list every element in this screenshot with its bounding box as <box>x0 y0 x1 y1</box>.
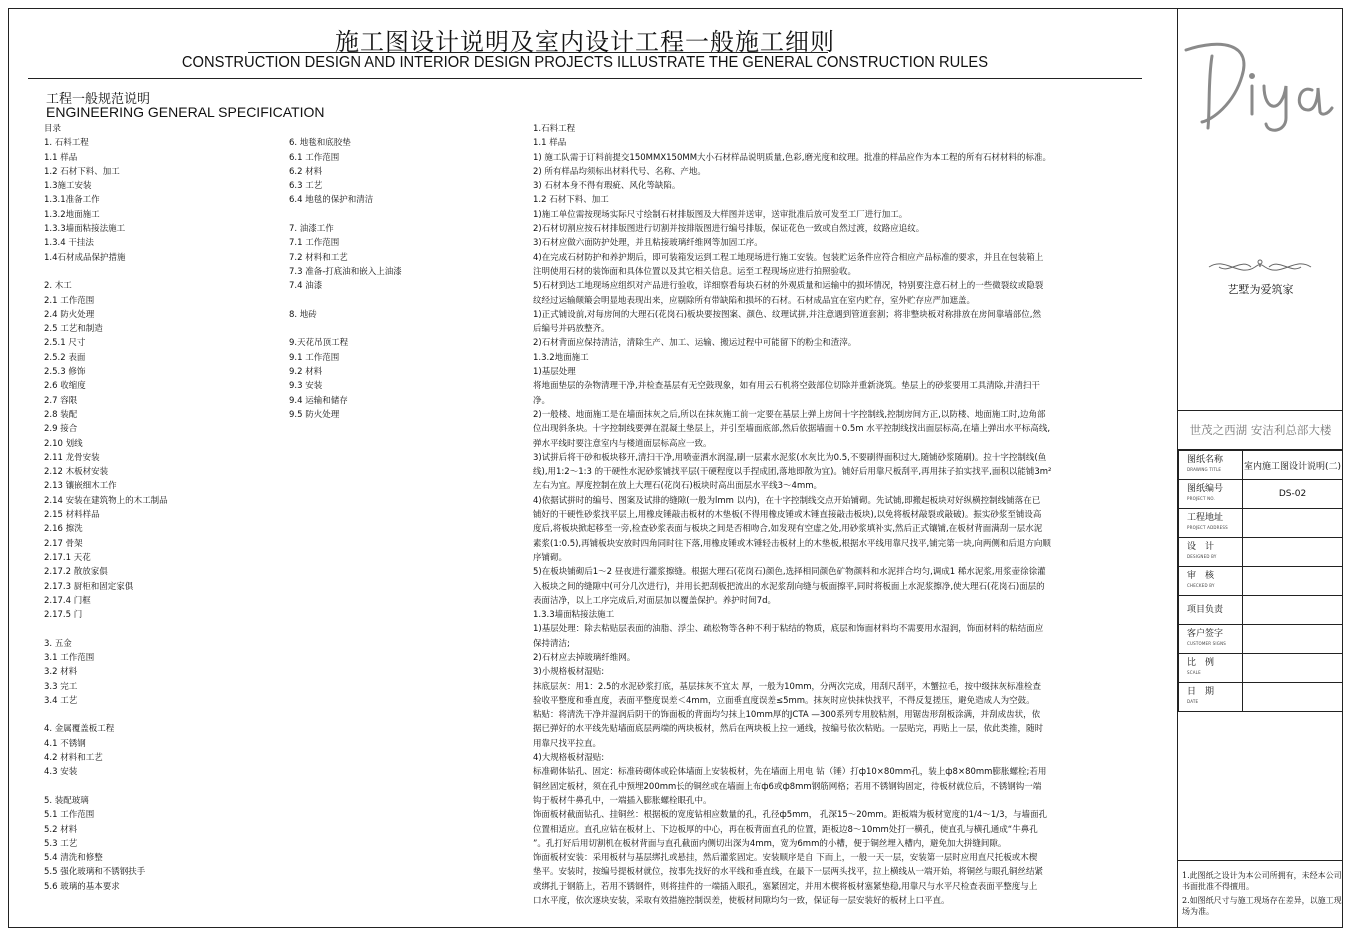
toc-item: 2.16 擦洗 <box>44 524 83 535</box>
spec-line: 抹底层灰：用1：2.5的水泥砂浆打底，基层抹灰不宜太 厚，一般为10mm，分两次完成，用刮尺刮平，木蟹拉毛，按中级抹灰标准检查 <box>533 681 1042 692</box>
spec-line: 保持清洁; <box>533 638 570 649</box>
note-item: 1.此图纸之设计为本公司所拥有，未经本公司书面批准不得擅用。 <box>1182 871 1342 891</box>
note-item: 2.如图纸尺寸与施工现场存在差异，以施工现场为准。 <box>1182 896 1342 916</box>
toc-item: 7.1 工作范围 <box>289 238 340 249</box>
toc-item: 7.2 材料和工艺 <box>289 252 348 263</box>
toc-item: 1.4石材成品保护措施 <box>44 252 126 263</box>
toc-item: 5.5 强化玻璃和不锈钢扶手 <box>44 867 146 878</box>
toc-item: 目录 <box>44 124 62 134</box>
field-label: 日 期 DATE <box>1179 683 1243 712</box>
notes-divider <box>1178 860 1343 861</box>
spec-line: 3) 石材本身不得有瑕疵、风化等缺陷。 <box>533 181 681 192</box>
spec-line: 后编号并码放整齐。 <box>533 324 610 335</box>
spec-line: 位出现斜条块。十字控制线要弹在混凝土垫层上，并引至墙面底部,然后依据墙面＋0.5m 水平控制线找出面层标高,在墙上弹出水平标高线, <box>533 424 1051 435</box>
toc-item: 2.13 镶嵌细木工作 <box>44 481 117 492</box>
toc-item: 4.3 安装 <box>44 767 78 778</box>
field-value <box>1243 625 1343 654</box>
toc-item: 9.5 防火处理 <box>289 409 340 420</box>
toc-item: 1.3.2地面施工 <box>44 209 100 220</box>
spec-line: 3)试拼后将干砂和板块移开,清扫干净,用喷壶洒水润湿,刷一层素水泥浆(水灰比为0.5,不要刷得面积过大,随铺砂浆随刷)。拉十字控制线(鱼 <box>533 452 1047 463</box>
toc-item: 1.2 石材下料、加工 <box>44 166 120 177</box>
spec-line: 5)在板块铺砌后1～2 昼夜进行灌浆擦缝。根据大理石(花岗石)颜色,选择相同颜色矿物颜料和水泥拌合均匀,调成1 稀水泥浆,用浆壶徐徐灌 <box>533 567 1046 578</box>
title-block-row <box>1179 654 1343 683</box>
toc-item: 4.2 材料和工艺 <box>44 753 103 764</box>
toc-item <box>44 708 168 722</box>
toc-column-1 <box>44 122 168 894</box>
spec-line: 注明使用石材的装饰面和具体位置以及其它相关信息。运至工程现场应进行拍照验收。 <box>533 266 857 277</box>
field-label: 比 例 SCALE <box>1179 654 1243 683</box>
toc-item: 1.3.4 干挂法 <box>44 238 94 249</box>
toc-item <box>44 780 168 794</box>
toc-item: 2.12 木板材安装 <box>44 467 109 478</box>
toc-item: 2.8 装配 <box>44 409 78 420</box>
title-block-row <box>1179 480 1343 509</box>
toc-item: 5.4 清洗和修整 <box>44 853 103 864</box>
toc-item: 2.5 工艺和制造 <box>44 324 103 335</box>
toc-item: 4.1 不锈钢 <box>44 738 86 749</box>
title-rule <box>28 78 1142 79</box>
spec-line: 将地面垫层的杂物清理干净,并检查基层有无空鼓现象，如有用云石机将空鼓部位切除并重新浇筑。垫层上的砂浆要用工具清除,并清扫干 <box>533 381 1040 392</box>
toc-item: 2.10 划线 <box>44 438 83 449</box>
field-value <box>1243 567 1343 596</box>
toc-item: 9.天花吊顶工程 <box>289 338 349 349</box>
toc-item: 2.14 安装在建筑物上的木工制品 <box>44 495 168 506</box>
toc-item: 7. 油漆工作 <box>289 224 334 235</box>
spec-heading-english: ENGINEERING GENERAL SPECIFICATION <box>46 104 325 120</box>
field-label: 图纸名称 DRAWING TITLE <box>1179 451 1243 480</box>
field-value: 室内施工图设计说明(二) <box>1243 451 1343 480</box>
title-chinese: 施工图设计说明及室内设计工程一般施工细则 <box>335 28 835 56</box>
toc-item: 2.5.3 修饰 <box>44 367 86 378</box>
title-block-table <box>1178 450 1343 712</box>
title-underline <box>248 52 828 53</box>
toc-item <box>289 122 402 136</box>
spec-line: 5)石材到达工地现场应组织对产品进行验收，详细察看每块石材的外观质量和运输中的损坏情况，特别要注意石材上的一些微裂纹或隐裂 <box>533 281 1044 292</box>
toc-item: 3.1 工作范围 <box>44 652 95 663</box>
toc-item: 5.6 玻璃的基本要求 <box>44 881 120 892</box>
spec-line: 4)依据试拼时的编号、图案及试排的缝隙(一般为lmm 以内)，在十字控制线交点开始铺砌。先试铺,即搬起板块对好纵横控制线铺落在已 <box>533 495 1041 506</box>
toc-item <box>44 622 168 636</box>
toc-item: 2.5.1 尺寸 <box>44 338 86 349</box>
spec-heading-chinese: 工程一般规范说明 <box>46 92 151 107</box>
spec-line: 线),用1:2～1:3 的干硬性水泥砂浆铺找平层(干硬程度以手捏成团,落地即散为宜)。铺好后用靠尺板刮平,再用抹子拍实找平,面积以能铺3m² <box>533 467 1052 478</box>
toc-item: 6.1 工作范围 <box>289 152 340 163</box>
field-value <box>1243 596 1343 625</box>
spec-line: 钩于板材牛鼻孔中，一端插入膨胀螺栓眼孔中。 <box>533 795 712 806</box>
toc-item: 2.17.2 散放家俱 <box>44 567 108 578</box>
toc-item: 2.17.4 门框 <box>44 595 91 606</box>
toc-item: 2.1 工作范围 <box>44 295 95 306</box>
spec-line: 1)正式铺设前,对每房间的大理石(花岗石)板块要按图案、颜色、纹理试拼,并注意遇到管道套割；将非整块板对称排放在房间靠墙部位,然 <box>533 309 1041 320</box>
spec-line: 饰面板材截面钻孔、挂铜丝：根据板的宽度钻相应数量的孔，孔径ф5mm， 孔深15～20mm。距板端为板材宽度的1/4～1/3，与墙面孔 <box>533 810 1047 821</box>
spec-line: 粘贴：将清洗干净并湿润后阴干的饰面板的背面均匀抹上10mm厚的JCTA —300系列专用胶粘剂，用锯齿形刮板涂满，并刮成齿状，依 <box>533 710 1041 721</box>
spec-line: 序铺砌。 <box>533 552 568 563</box>
spec-line: 纹经过运输颠簸会明显地表现出来，应剔除所有带缺陷和损坏的石材。石材成品宜在室内贮存，室外贮存应严加遮盖。 <box>533 295 976 306</box>
toc-item: 2.6 收缩度 <box>44 381 86 392</box>
spec-line: 素浆(1:0.5),再铺板块安放时四角同时往下落,用橡皮锤或木锤轻击板材上的木垫板,根据水平线用靠尺找平,铺完第一块,向两侧和后退方向顺 <box>533 538 1051 549</box>
spec-line: 净。 <box>533 395 551 406</box>
toc-item: 1.1 样品 <box>44 152 78 163</box>
spec-line: 入板块之间的缝隙中(可分几次进行)，并用长把刮板把流出的水泥浆刮向缝与板面擦平,同时将板面上水泥浆擦净,使大理石(花岗石)面层的 <box>533 581 1045 592</box>
spec-line: 4)大规格板材湿贴: <box>533 753 605 764</box>
spec-line: 1)基层处理：除去粘贴层表面的油脂、浮尘、疏松物等各种不利于粘结的物质，底层和饰面材料均不需要用水湿润，饰面材料的粘结面应 <box>533 624 1044 635</box>
toc-item: 6.2 材料 <box>289 166 323 177</box>
spec-line: 左右为宜。厚度控制在放上大理石(花岗石)板块时高出面层水平线3～4mm。 <box>533 481 823 492</box>
toc-item: 9.4 运输和储存 <box>289 395 348 406</box>
spec-line: 弹水平线时要注意室内与楼道面层标高应一致。 <box>533 438 712 449</box>
spec-line: 2)一般楼、地面施工是在墙面抹灰之后,所以在抹灰施工前一定要在基层上弹上房间十字控制线,控制房间方正,以防楼、地面施工时,边角部 <box>533 409 1046 420</box>
toc-item: 3.2 材料 <box>44 667 78 678</box>
toc-item: 2.17.5 门 <box>44 610 83 621</box>
field-label: 图纸编号 PROJECT NO. <box>1179 480 1243 509</box>
toc-item: 9.1 工作范围 <box>289 352 340 363</box>
spec-line: 3)小规格板材湿贴: <box>533 667 605 678</box>
spec-line: 2)石材切割应按石材排版图进行切割并按排版图进行编号排版，保证花色一致或自然过渡，纹路应追纹。 <box>533 224 925 235</box>
spec-line: 1) 施工队需于订料前提交150MMX150MM大小石材样品说明质量,色彩,磨光度和纹理。批准的样品应作为本工程的所有石材材料的标准。 <box>533 152 1051 163</box>
spec-line: 用靠尺找平拉直。 <box>533 738 602 749</box>
toc-item <box>289 208 402 222</box>
spec-line: 1.石料工程 <box>533 124 576 134</box>
toc-item: 2.15 材料样品 <box>44 510 100 521</box>
toc-item: 4. 金属覆盖板工程 <box>44 724 115 735</box>
spec-line: 1.1 样品 <box>533 138 567 149</box>
spec-line: 表面洁净，以上工序完成后,对面层加以覆盖保护。养护时间7d。 <box>533 595 777 606</box>
toc-item: 2.7 容限 <box>44 395 78 406</box>
toc-item <box>289 294 402 308</box>
spec-line: 验收平整度和垂直度，表面平整度误差＜4mm，立面垂直度误差≤5mm。抹灰时应快抹快找平，不得反复搓压，避免造成人为空鼓。 <box>533 695 1035 706</box>
brand-slogan: 艺墅为爱筑家 <box>1227 283 1294 296</box>
spec-line: 标准砌体钻孔、固定：标准砖砌体或砼体墙面上安装板材，先在墙面上用电 钻（锤）打ф10×80mm孔，装上ф8×80mm膨胀螺栓;若用 <box>533 767 1047 778</box>
spec-line: 2)石材背面应保持清洁，清除生产、加工、运输、搬运过程中可能留下的粉尘和渣滓。 <box>533 338 857 349</box>
field-label: 客户签字 CUSTOMER SIGNS <box>1179 625 1243 654</box>
spec-line: 或绑扎于钢筋上，若用不锈钢件，则将挂件的一端插入眼孔，塞紧固定，并用木楔将板材塞紧垫稳,用靠尺与水平尺检查表面平整度与上 <box>533 881 1038 892</box>
toc-item: 1.3施工安装 <box>44 181 92 192</box>
toc-item: 2. 木工 <box>44 281 72 292</box>
toc-item: 2.17.1 天花 <box>44 552 91 563</box>
spec-line: 度后,将板块掀起移至一旁,检查砂浆表面与板块之间是否相吻合,如发现有空虚之处,用砂浆填补实,然后正式镶铺,在板材背面满刮一层水泥 <box>533 524 1043 535</box>
ornament-divider <box>1205 254 1315 280</box>
sheet-notes <box>1182 870 1342 920</box>
spec-line: 垫平。安装时，按编号提板材就位，按事先找好的水平线和垂直线，在最下一层两头找平，拉上横线从一端开始，将铜丝与眼孔铜丝结紧 <box>533 867 1044 878</box>
toc-item <box>44 265 168 279</box>
toc-column-2 <box>289 122 402 422</box>
spec-line: 4)在完成石材防护和养护期后，即可装箱发运到工程工地现场进行施工安装。包装贮运条件应符合相应产品标准的要求，并且在包装箱上 <box>533 252 1044 263</box>
toc-item: 3. 五金 <box>44 638 72 649</box>
field-value <box>1243 683 1343 712</box>
toc-item: 9.3 安装 <box>289 381 323 392</box>
spec-line: 2)石材应去掉玻璃纤维网。 <box>533 652 636 663</box>
toc-item <box>289 322 402 336</box>
title-block-row <box>1179 596 1343 625</box>
field-label: 审 核 CHECKED BY <box>1179 567 1243 596</box>
spec-line: 位置相适应。直孔应钻在板材上、下边板厚的中心，再在板背面直孔的位置，距板边8～10mm处打一横孔，使直孔与横孔通成“牛鼻孔 <box>533 824 1038 835</box>
project-name: 世茂之西湖 安洁利总部大楼 <box>1178 410 1343 450</box>
spec-line: 饰面板材安装：采用板材与基层绑扎或悬挂，然后灌浆固定。安装顺序是自 下而上，一般一天一层，安装第一层时应用直尺托板或木楔 <box>533 853 1038 864</box>
toc-item: 2.17.3 厨柜和固定家俱 <box>44 581 134 592</box>
spec-line: ”。孔打好后用切割机在板材背面与直孔截面内侧切出深为4mm，宽为6mm的小槽，便于铜丝埋入槽内，避免加大拼缝间隙。 <box>533 838 1007 849</box>
title-block-row <box>1179 625 1343 654</box>
toc-item: 6.4 地毯的保护和清洁 <box>289 195 374 206</box>
field-label: 工程地址 PROJECT ADDRESS <box>1179 509 1243 538</box>
toc-item: 5.1 工作范围 <box>44 810 95 821</box>
toc-item: 2.9 接合 <box>44 424 78 435</box>
spec-line: 1)施工单位需按现场实际尺寸绘制石材排版图及大样图并送审，送审批准后放可发至工厂进行加工。 <box>533 209 908 220</box>
field-value <box>1243 538 1343 567</box>
title-block-row <box>1179 567 1343 596</box>
toc-item: 1.3.1准备工作 <box>44 195 100 206</box>
title-block-row <box>1179 451 1343 480</box>
field-value <box>1243 654 1343 683</box>
toc-item: 6. 地毯和底胶垫 <box>289 138 351 149</box>
field-label: 设 计 DESIGNED BY <box>1179 538 1243 567</box>
toc-item: 1. 石料工程 <box>44 138 89 149</box>
toc-item: 3.4 工艺 <box>44 695 78 706</box>
field-label: 项目负责 <box>1179 596 1243 625</box>
title-block-row <box>1179 683 1343 712</box>
specification-body <box>533 122 1063 908</box>
toc-item: 3.3 完工 <box>44 681 78 692</box>
diya-logo <box>1182 36 1337 136</box>
spec-line: 口水平度，依次逐块安装，采取有效措施控制误差，使板材间隙均匀一致，保证每一层安装好的板材上口平直。 <box>533 896 950 907</box>
spec-line: 3)石材应做六面防护处理，并且粘接玻璃纤维网等加固工序。 <box>533 238 763 249</box>
toc-item: 5.3 工艺 <box>44 838 78 849</box>
toc-item: 7.4 油漆 <box>289 281 323 292</box>
spec-line: 1.2 石材下料、加工 <box>533 195 609 206</box>
toc-item: 5.2 材料 <box>44 824 78 835</box>
toc-item: 5. 装配玻璃 <box>44 795 89 806</box>
spec-line: 1.3.3墙面粘接法施工 <box>533 610 615 621</box>
spec-line: 铺好的干硬性砂浆找平层上,用橡皮锤敲击板材的木垫板(不得用橡皮锤或木锤直接敲击板块),以免将板材敲裂或敲破)。振实砂浆至铺设高 <box>533 510 1042 521</box>
toc-item: 2.17 骨架 <box>44 538 83 549</box>
spec-line: 据已弹好的水平线先贴墙面底层两端的两块板材，然后在两块板上拉一通线，按编号依次粘贴。一层贴完，再贴上一层，依此类推，随时 <box>533 724 1044 735</box>
title-block-row <box>1179 509 1343 538</box>
toc-item: 2.4 防火处理 <box>44 309 95 320</box>
title-english: CONSTRUCTION DESIGN AND INTERIOR DESIGN PROJECTS ILLUSTRATE THE GENERAL CONSTRUCTION RULES <box>181 54 989 71</box>
toc-item: 9.2 材料 <box>289 367 323 378</box>
field-value <box>1243 509 1343 538</box>
title-block-row <box>1179 538 1343 567</box>
spec-line: 铜丝固定板材，须在孔中预埋200mm长的铜丝或在墙面上布ф6或ф8mm钢筋网格；若用不锈钢钩固定，待板材就位后，不锈钢钩一端 <box>533 781 1042 792</box>
toc-item: 2.11 龙骨安装 <box>44 452 100 463</box>
toc-item: 7.3 准备-打底油和嵌入上油漆 <box>289 266 402 277</box>
toc-item: 6.3 工艺 <box>289 181 323 192</box>
spec-line: 2) 所有样品均须标出材料代号、名称、产地。 <box>533 166 706 177</box>
field-value: DS-02 <box>1243 480 1343 509</box>
toc-item: 2.5.2 表面 <box>44 352 86 363</box>
toc-item: 8. 地砖 <box>289 309 317 320</box>
spec-line: 1.3.2地面施工 <box>533 352 589 363</box>
toc-item: 1.3.3墙面粘接法施工 <box>44 224 126 235</box>
spec-line: 1)基层处理 <box>533 367 576 378</box>
